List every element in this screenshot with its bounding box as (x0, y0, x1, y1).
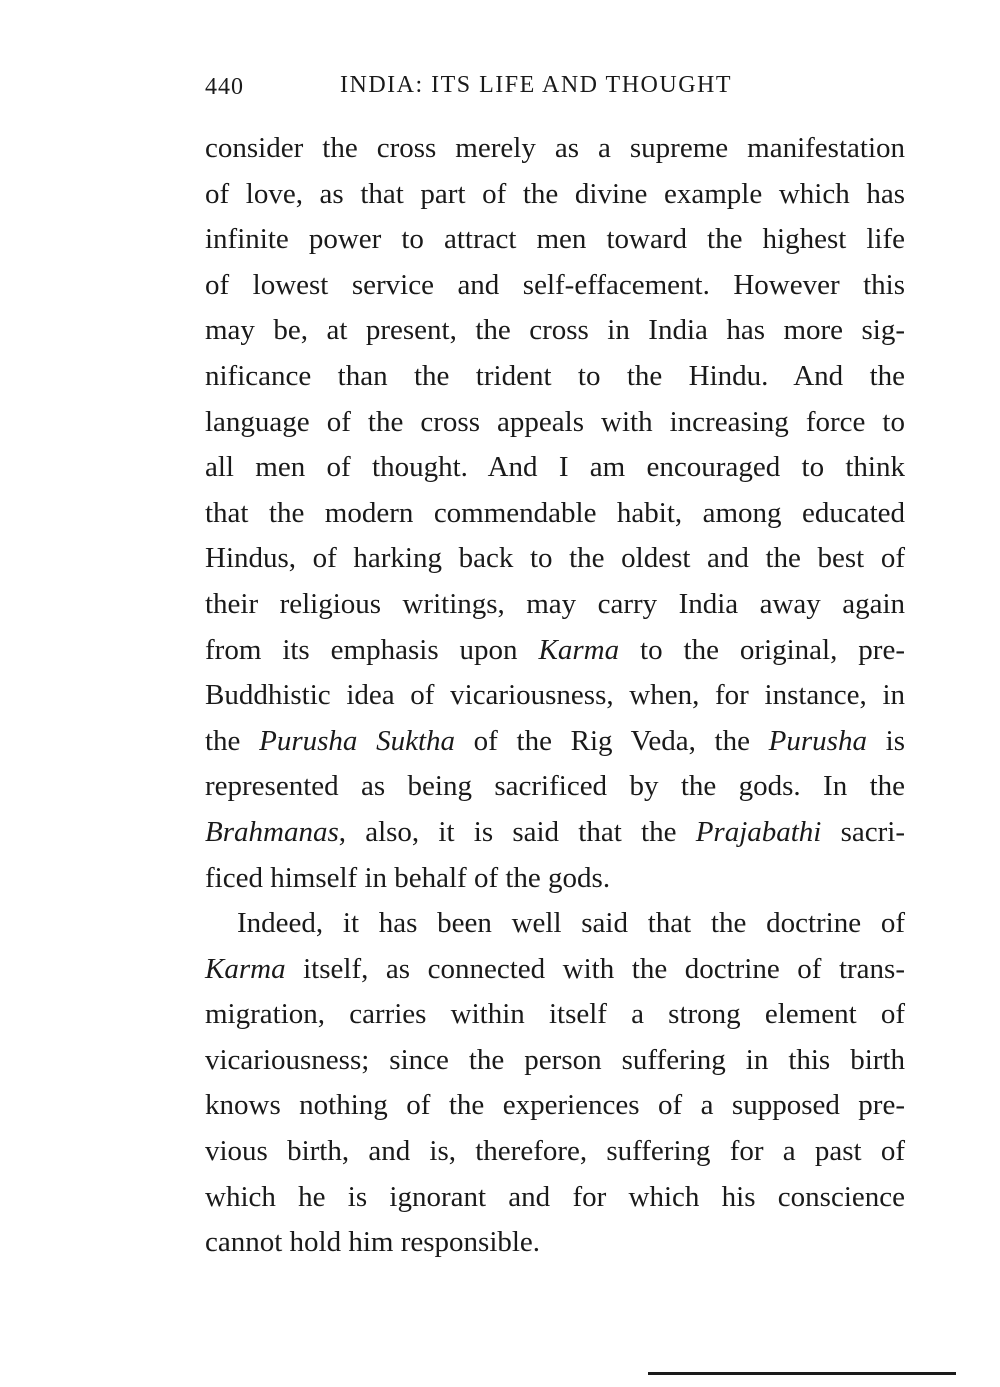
italic-term: Karma (205, 952, 286, 985)
italic-term: Karma (538, 633, 620, 666)
running-head: INDIA: ITS LIFE AND THOUGHT (340, 72, 733, 98)
paragraph (205, 901, 905, 1266)
text-line: may be, at present, the cross in India has more sig- (205, 314, 905, 347)
paragraph (205, 126, 905, 901)
text-line: language of the cross appeals with increasing force to (205, 405, 905, 438)
text-line: of love, as that part of the divine example which has (205, 177, 905, 210)
footer-rule (648, 1372, 956, 1375)
text-run: the (205, 724, 260, 757)
text-line (205, 628, 905, 674)
text-line: migration, carries within itself a strong element of (205, 998, 905, 1031)
text-line: represented as being sacrificed by the gods. In the (205, 770, 905, 803)
text-line: that the modern commendable habit, among educated (205, 496, 905, 529)
text-line: ficed himself in behalf of the gods. (205, 861, 611, 894)
text-line: their religious writings, may carry India away again (205, 587, 905, 620)
text-run: , also, it is said that the (338, 815, 696, 848)
text-line: nificance than the trident to the Hindu. And the (205, 359, 905, 392)
italic-term: Prajabathi (695, 815, 822, 848)
text-line: consider the cross merely as a supreme manifestation (205, 132, 905, 164)
text-run: itself, as connected with the doctrine of trans- (285, 952, 905, 985)
text-line: Indeed, it has been well said that the doctrine of (237, 907, 905, 940)
text-line: which he is ignorant and for which his conscience (205, 1180, 905, 1213)
text-line (205, 719, 905, 765)
italic-term: Purusha (768, 724, 867, 757)
text-run: sacri- (821, 815, 905, 848)
text-line (205, 810, 905, 856)
text-run: from its emphasis upon (205, 633, 539, 666)
page-number: 440 (205, 74, 244, 100)
text-line: vious birth, and is, therefore, suffering for a past of (205, 1135, 905, 1168)
text-line (205, 947, 905, 993)
text-line: vicariousness; since the person suffering in this birth (205, 1043, 905, 1076)
page-header (205, 68, 905, 108)
body-text (205, 126, 905, 1266)
text-line: Hindus, of harking back to the oldest and the best of (205, 542, 905, 575)
italic-term: Purusha Suktha (259, 724, 455, 757)
text-run: of the Rig Veda, the (455, 724, 769, 757)
text-line: infinite power to attract men toward the highest life (205, 223, 905, 256)
text-line: cannot hold him responsible. (205, 1226, 541, 1259)
text-line: all men of thought. And I am encouraged to think (205, 451, 905, 484)
text-line: of lowest service and self-effacement. However this (205, 268, 905, 301)
text-run: is (866, 724, 905, 757)
italic-term: Brahmanas (205, 815, 339, 848)
text-line: Buddhistic idea of vicariousness, when, for instance, in (205, 679, 905, 712)
text-line: knows nothing of the experiences of a supposed pre- (205, 1089, 905, 1122)
text-run: to the original, pre- (619, 633, 905, 666)
